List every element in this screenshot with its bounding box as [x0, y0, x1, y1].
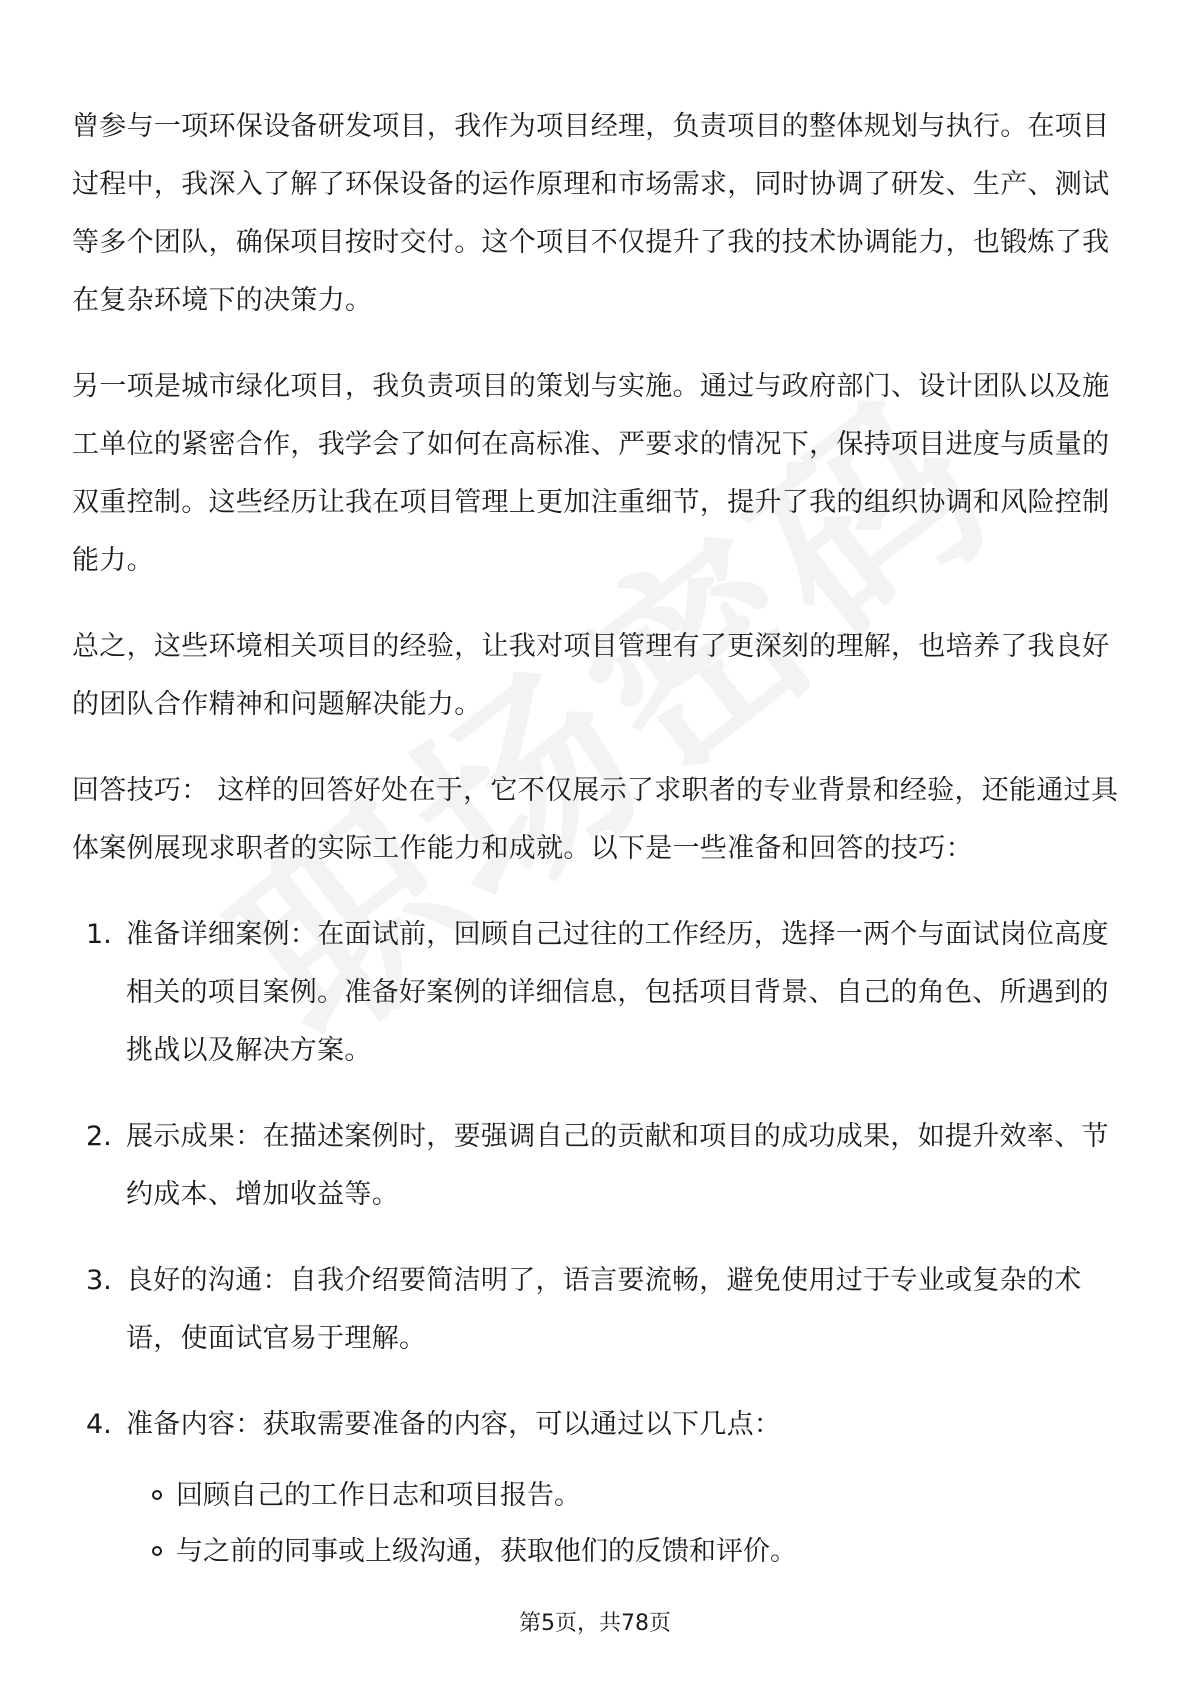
list-item-text: 良好的沟通：自我介绍要简洁明了，语言要流畅，避免使用过于专业或复杂的术语，使面试官易于理解。 — [126, 1265, 1082, 1354]
tips-list — [72, 906, 1132, 1580]
paragraph-answer-tips: 回答技巧： 这样的回答好处在于，它不仅展示了求职者的专业背景和经验，还能通过具体案例展现求职者的实际工作能力和成就。以下是一些准备和回答的技巧： — [72, 775, 1119, 864]
sub-list-item — [126, 1524, 1132, 1580]
sub-list-item-text: 回顾自己的工作日志和项目报告。 — [176, 1480, 581, 1511]
list-item-text: 准备详细案例：在面试前，回顾自己过往的工作经历，选择一两个与面试岗位高度相关的项目案例。准备好案例的详细信息，包括项目背景、自己的角色、所遇到的挑战以及解决方案。 — [126, 919, 1109, 1066]
list-item — [72, 1108, 1132, 1224]
list-item-number: 3. — [86, 1265, 112, 1296]
list-item-number: 1. — [86, 919, 112, 950]
hollow-bullet-icon — [152, 1546, 162, 1556]
paragraph-env-equipment: 曾参与一项环保设备研发项目，我作为项目经理，负责项目的整体规划与执行。在项目过程中，我深入了解了环保设备的运作原理和市场需求，同时协调了研发、生产、测试等多个团队，确保项目按时交付。这个项目不仅提升了我的技术协调能力，也锻炼了我在复杂环境下的决策力。 — [72, 111, 1110, 316]
list-item — [72, 906, 1132, 1080]
list-item-text: 展示成果：在描述案例时，要强调自己的贡献和项目的成功成果，如提升效率、节约成本、增加收益等。 — [126, 1121, 1109, 1210]
hollow-bullet-icon — [152, 1490, 162, 1500]
list-item-number: 2. — [86, 1121, 112, 1152]
document-body — [72, 98, 1132, 1608]
list-item — [72, 1252, 1132, 1368]
list-item-text: 准备内容：获取需要准备的内容，可以通过以下几点： — [126, 1409, 782, 1440]
sub-list — [126, 1468, 1132, 1580]
paragraph-summary: 总之，这些环境相关项目的经验，让我对项目管理有了更深刻的理解，也培养了我良好的团队合作精神和问题解决能力。 — [72, 631, 1110, 720]
sub-list-item-text: 与之前的同事或上级沟通，获取他们的反馈和评价。 — [176, 1536, 797, 1567]
sub-list-item — [126, 1468, 1132, 1524]
paragraph-urban-greening: 另一项是城市绿化项目，我负责项目的策划与实施。通过与政府部门、设计团队以及施工单位的紧密合作，我学会了如何在高标准、严要求的情况下，保持项目进度与质量的双重控制。这些经历让我在项目管理上更加注重细节，提升了我的组织协调和风险控制能力。 — [72, 371, 1110, 576]
list-item-number: 4. — [86, 1409, 112, 1440]
list-item — [72, 1396, 1132, 1580]
page-number: 第5页，共78页 — [519, 1611, 671, 1636]
